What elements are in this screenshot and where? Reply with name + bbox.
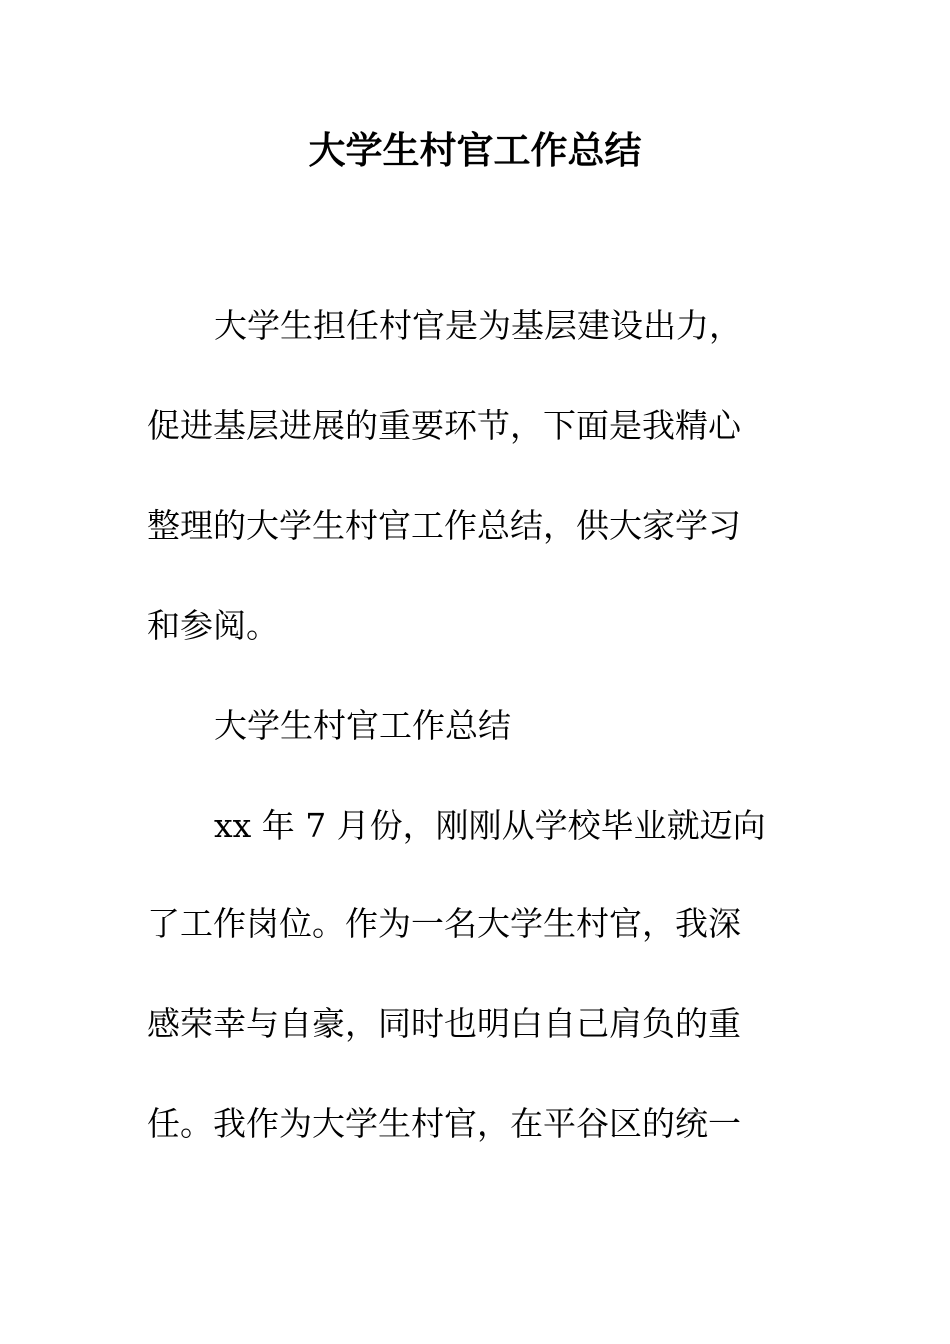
paragraph-line: 感荣幸与自豪，同时也明白自己肩负的重	[147, 1004, 741, 1043]
paragraph-line: 促进基层进展的重要环节，下面是我精心	[147, 406, 741, 445]
paragraph-line: 和参阅。	[147, 606, 279, 645]
paragraph-line: 大学生担任村官是为基层建设出力，	[214, 306, 742, 345]
paragraph-line: xx 年 7 月份，刚刚从学校毕业就迈向	[214, 806, 766, 845]
paragraph-line: 整理的大学生村官工作总结，供大家学习	[147, 506, 741, 545]
paragraph-line: 任。我作为大学生村官，在平谷区的统一	[147, 1104, 741, 1143]
paragraph-line: 了工作岗位。作为一名大学生村官，我深	[147, 904, 741, 943]
section-heading: 大学生村官工作总结	[214, 706, 511, 745]
document-title: 大学生村官工作总结	[308, 129, 642, 172]
